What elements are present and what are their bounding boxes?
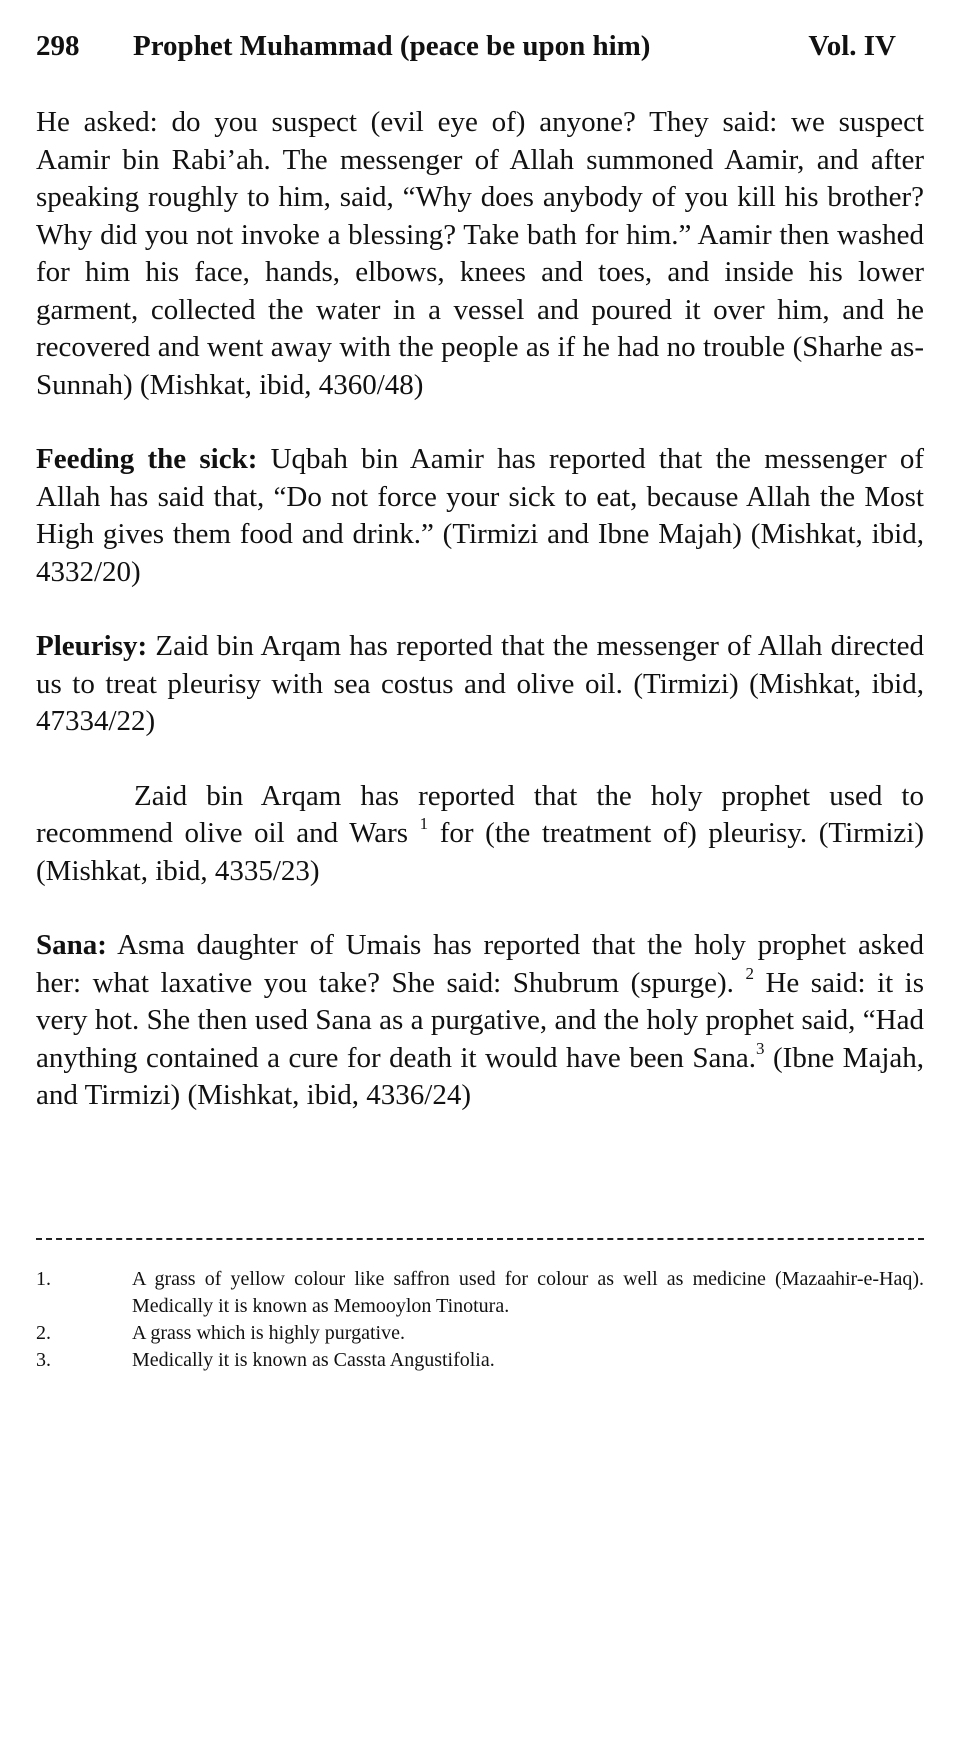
paragraph-feeding-the-sick — [36, 441, 924, 591]
paragraph-pleurisy — [36, 628, 924, 741]
body-text — [36, 104, 924, 1152]
section-heading: Feeding the sick: — [36, 443, 258, 475]
footnote-number: 1. — [36, 1268, 51, 1290]
footnote — [36, 1266, 924, 1320]
paragraph-text: Zaid bin Arqam has reported that the messenger of Allah directed us to treat pleurisy with sea costus and olive oil. (Tirmizi) (Mishkat, ibid, 47334/22) — [36, 630, 924, 737]
footnote-ref: 2 — [745, 963, 754, 983]
volume-label: Vol. IV — [808, 30, 896, 62]
paragraph-text: Zaid bin Arqam has reported that the holy prophet used to recommend olive oil and Wars — [36, 779, 924, 849]
footnote-number: 3. — [36, 1349, 51, 1371]
footnote-divider — [36, 1238, 924, 1240]
paragraph-sana — [36, 927, 924, 1115]
footnote-text: A grass of yellow colour like saffron used for colour as well as medicine (Mazaahir-e-Haq). Medically it is known as Memooylon Tinotura. — [132, 1268, 924, 1317]
paragraph-text: He said: it is very hot. She then used Sana as a purgative, and the holy prophet said, “Had anything contained a cure for death it would have been Sana. — [36, 966, 925, 1074]
footnotes — [36, 1266, 924, 1374]
paragraph-olive-oil — [36, 778, 924, 891]
section-heading: Sana: — [36, 929, 107, 961]
footnote-number: 2. — [36, 1322, 51, 1344]
footnote-text: Medically it is known as Cassta Angustifolia. — [132, 1349, 495, 1371]
footnote — [36, 1347, 924, 1374]
book-title: Prophet Muhammad (peace be upon him) — [133, 30, 651, 62]
footnote-text: A grass which is highly purgative. — [132, 1322, 405, 1344]
page-number: 298 — [36, 30, 80, 62]
paragraph-evil-eye — [36, 104, 924, 404]
paragraph-text: He asked: do you suspect (evil eye of) anyone? They said: we suspect Aamir bin Rabi’ah. The messenger of Allah summoned Aamir, and after speaking roughly to him, said, “Why does anybody of you kill his brother? Why did you not invoke a blessing? Take bath for him.” Aamir then washed for him his face, hands, elbows, knees and toes, and inside his lower garment, collected the water in a vessel and poured it over him, and he recovered and went away with the people as if he had no trouble (Sharhe as-Sunnah) (Mishkat, ibid, 4360/48) — [36, 106, 924, 401]
running-header — [36, 26, 924, 66]
section-heading: Pleurisy: — [36, 630, 148, 662]
paragraph-text: (Ibne Majah, and Tirmizi) (Mishkat, ibid, 4336/24) — [36, 1041, 925, 1111]
paragraph-text: for (the treatment of) pleurisy. (Tirmizi) (Mishkat, ibid, 4335/23) — [36, 817, 925, 887]
footnote-ref: 1 — [419, 814, 429, 834]
footnote — [36, 1320, 924, 1347]
paragraph-text: Asma daughter of Umais has reported that the holy prophet asked her: what laxative you take? She said: Shubrum (spurge). — [36, 929, 924, 999]
paragraph-text: Uqbah bin Aamir has reported that the messenger of Allah has said that, “Do not force your sick to eat, because Allah the Most High gives them food and drink.” (Tirmizi and Ibne Majah) (Mishkat, ibid, 4332/20) — [36, 443, 924, 588]
footnote-ref: 3 — [756, 1038, 765, 1058]
